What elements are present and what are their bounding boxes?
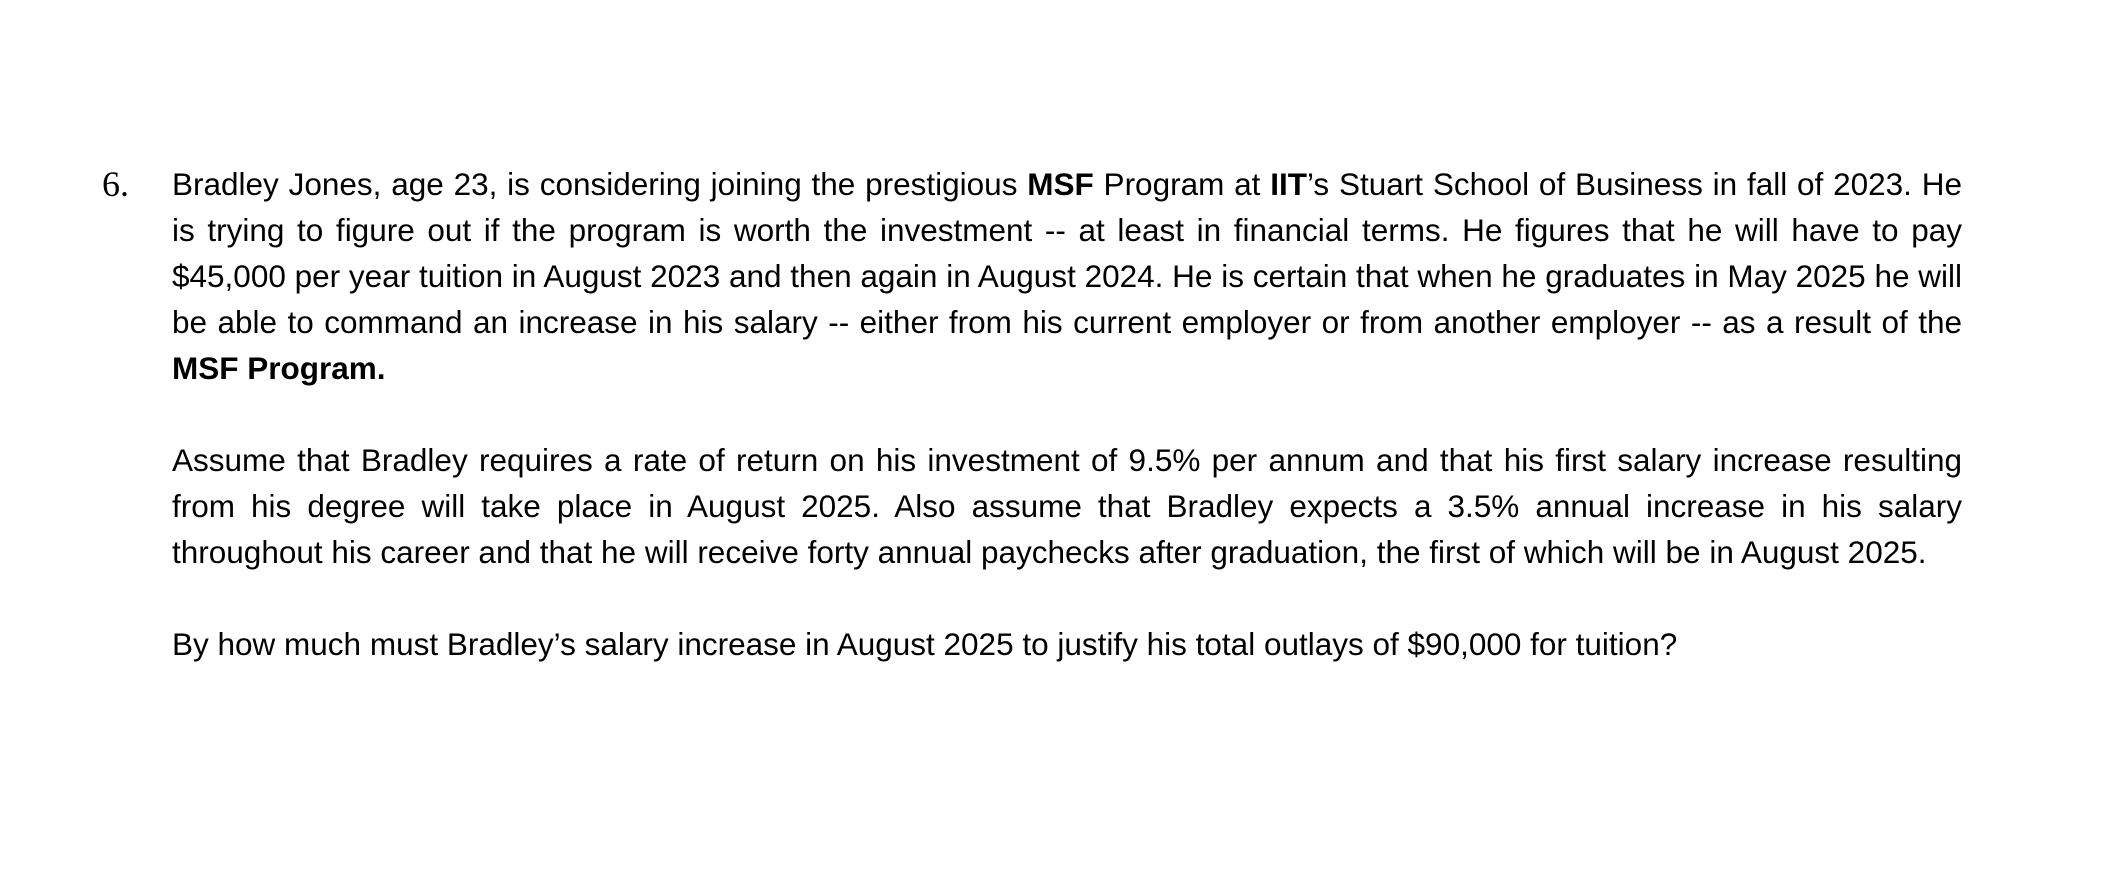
scenario-bold-iit: IIT <box>1270 166 1307 202</box>
paragraph-assumptions: Assume that Bradley requires a rate of return on his investment of 9.5% per annum and that his first salary increase resulting from his degree will take place in August 2025. Also assume that Bradley expects a 3.5% annual increase in his salary throughout his career and that he will receive forty annual paychecks after graduation, the first of which will be in August 2025. <box>172 442 1962 570</box>
scenario-bold-msf: MSF <box>1027 166 1094 202</box>
scenario-text-3: ’s Stuart School of Business in fall of 2023. He is trying to figure out if the program is worth the investment -- at least in financial terms. He figures that he will have to pay $45,000 per year tuition in August 2023 and then again in August 2024. He is certain that when he graduates in May 2025 he will be able to command an increase in his salary -- either from his current employer or from another employer -- as a result of the <box>172 166 1963 340</box>
scenario-text-2: Program at <box>1093 166 1271 202</box>
scenario-text-1: Bradley Jones, age 23, is considering joining the prestigious <box>172 166 1028 202</box>
question-number: 6. <box>102 164 129 204</box>
paragraph-question: By how much must Bradley’s salary increase in August 2025 to justify his total outlays of $90,000 for tuition? <box>172 626 1678 662</box>
scenario-bold-msf-program: MSF Program. <box>172 350 386 386</box>
paragraph-scenario <box>172 161 1962 391</box>
question-body <box>172 161 1962 713</box>
